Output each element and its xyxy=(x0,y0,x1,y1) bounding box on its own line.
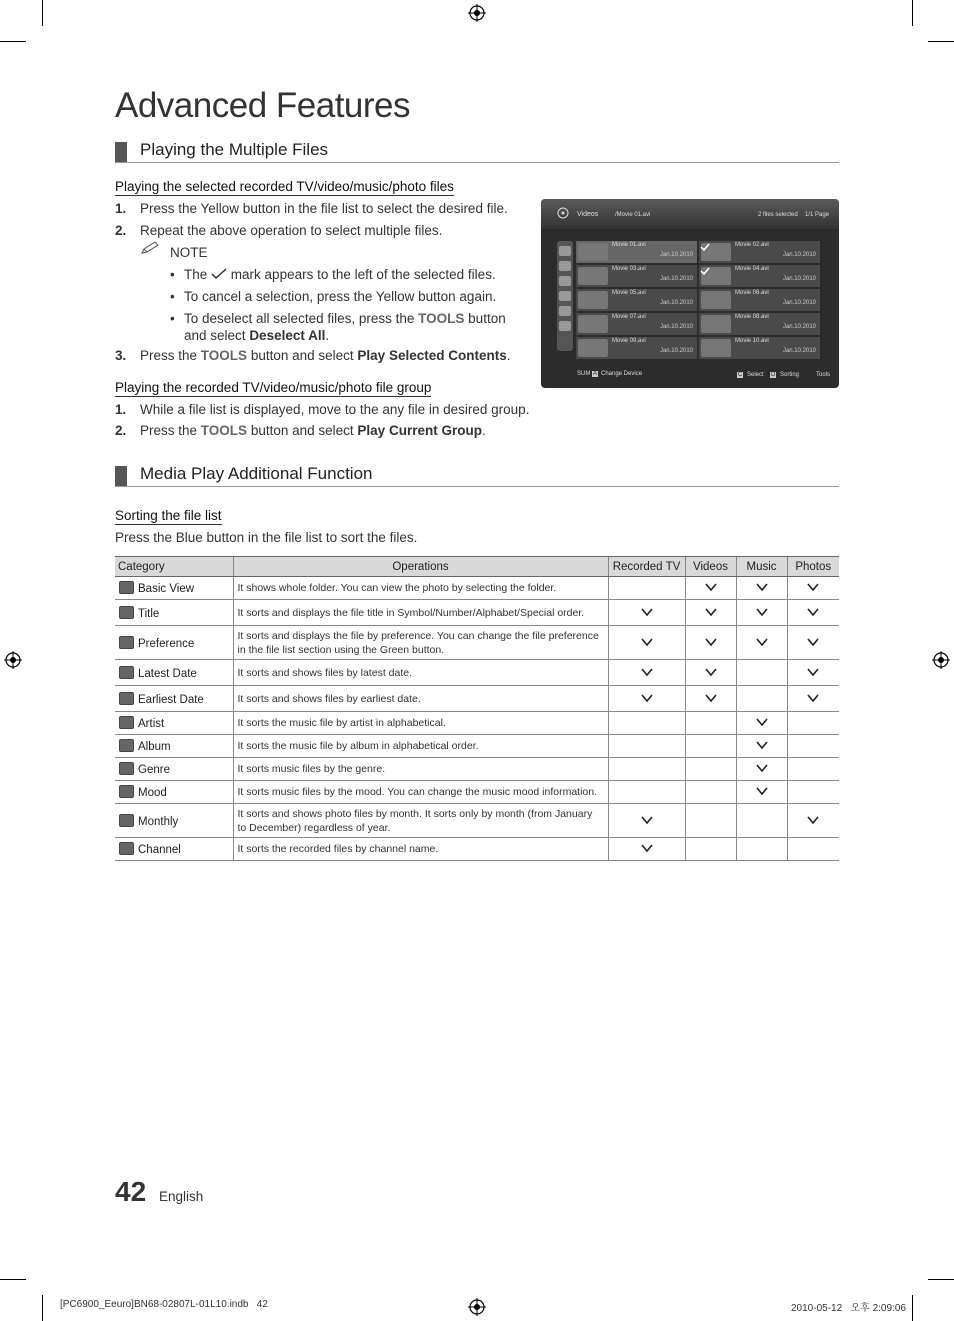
step-text-end: . xyxy=(506,348,511,363)
calendar-latest-icon xyxy=(119,666,134,679)
tv-key-a: A xyxy=(593,371,598,377)
tv-file-name: Movie 09.avi xyxy=(612,338,646,344)
language-label: English xyxy=(159,1189,204,1204)
note-pencil-icon xyxy=(140,241,162,255)
table-row xyxy=(115,577,839,600)
support-cell xyxy=(787,686,839,712)
support-cell xyxy=(685,577,736,600)
crop-mark xyxy=(0,1279,26,1280)
bullet-text: To cancel a selection, press the Yellow button again. xyxy=(184,289,497,304)
support-cell xyxy=(787,781,839,804)
support-cell xyxy=(608,600,685,626)
tv-file-date: Jan.10.2010 xyxy=(659,276,693,282)
registration-mark-icon xyxy=(468,1298,486,1316)
tv-page: 1/1 Page xyxy=(805,212,830,218)
crop-mark xyxy=(42,0,43,26)
tv-sidebar xyxy=(557,241,573,351)
category-label: Basic View xyxy=(138,583,195,595)
category-label: Earliest Date xyxy=(138,693,204,706)
crop-mark xyxy=(928,41,954,42)
operation-cell: It sorts and shows files by latest date. xyxy=(233,660,608,686)
support-cell xyxy=(685,600,736,626)
checkmark-icon xyxy=(807,638,819,646)
step-text-end: . xyxy=(481,423,486,438)
video-icon xyxy=(557,207,569,219)
category-cell xyxy=(115,686,233,712)
operation-cell: It sorts the music file by artist in alphabetical. xyxy=(233,712,608,735)
support-cell xyxy=(736,577,787,600)
checkmark-icon xyxy=(756,608,768,616)
step-text-b: button and select xyxy=(250,423,354,438)
tv-thumbnail xyxy=(701,315,731,333)
support-cell xyxy=(787,804,839,838)
bullet-text-b: button xyxy=(468,311,506,326)
page-number: 42 xyxy=(115,1176,147,1207)
calendar-month-icon xyxy=(119,814,134,827)
support-cell xyxy=(736,712,787,735)
date-info: 2010-05-12 오후 2:09:06 xyxy=(791,1303,906,1314)
support-cell xyxy=(608,686,685,712)
registration-mark-icon xyxy=(468,4,486,22)
checkmark-icon xyxy=(641,844,653,852)
genre-icon xyxy=(119,762,134,775)
operation-cell: It sorts the music file by album in alphabetical order. xyxy=(233,735,608,758)
step-text xyxy=(140,348,511,363)
checkmark-icon xyxy=(641,638,653,646)
tv-file-name: Movie 06.avi xyxy=(735,290,769,296)
bullet-dot: • xyxy=(170,267,175,282)
checkmark-icon xyxy=(705,608,717,616)
checkmark-icon xyxy=(756,741,768,749)
table-row xyxy=(115,600,839,626)
bullet-text-a: The xyxy=(184,267,208,282)
tv-file-item xyxy=(576,337,697,359)
column-header: Category xyxy=(115,557,233,577)
checkmark-icon xyxy=(641,816,653,824)
checkmark-icon xyxy=(807,694,819,702)
step-number: 3. xyxy=(115,348,127,363)
registration-mark-icon xyxy=(932,651,950,669)
tv-file-date: Jan.10.2010 xyxy=(659,300,693,306)
crop-mark xyxy=(912,1295,913,1321)
title-icon xyxy=(119,606,134,619)
checkmark-icon xyxy=(705,583,717,591)
support-cell xyxy=(685,838,736,861)
tv-file-item xyxy=(699,289,820,311)
column-header: Videos xyxy=(685,557,736,577)
column-header: Operations xyxy=(233,557,608,577)
tv-category: Videos xyxy=(577,211,599,218)
tv-file-date: Jan.10.2010 xyxy=(782,348,816,354)
calendar-earliest-icon xyxy=(119,692,134,705)
star-icon xyxy=(119,636,134,649)
tv-selected-count: 2 files selected xyxy=(758,212,798,218)
table-row xyxy=(115,804,839,838)
tv-file-date: Jan.10.2010 xyxy=(782,324,816,330)
support-cell xyxy=(787,577,839,600)
step-text-a: Press the xyxy=(140,423,198,438)
step-text-b: button and select xyxy=(250,348,354,363)
tv-tools: Tools xyxy=(816,372,831,378)
tv-thumbnail xyxy=(701,291,731,309)
step-number: 1. xyxy=(115,201,127,216)
support-cell xyxy=(685,712,736,735)
category-cell xyxy=(115,804,233,838)
category-label: Title xyxy=(138,607,160,620)
step-text: While a file list is displayed, move to the any file in desired group. xyxy=(140,402,530,417)
deselect-all-keyword: Deselect All xyxy=(249,328,326,343)
operation-cell: It sorts and displays the file by preference. You can change the file preference in the file list section using the Green button. xyxy=(233,626,608,660)
tv-key-d: D xyxy=(771,372,776,378)
table-header-row xyxy=(115,557,839,577)
bullet-text-b: mark appears to the left of the selected files. xyxy=(230,267,496,282)
bullet-dot: • xyxy=(170,289,175,304)
section-heading-text: Media Play Additional Function xyxy=(140,464,373,483)
support-cell xyxy=(787,838,839,861)
checkmark-icon xyxy=(705,694,717,702)
checkmark-icon xyxy=(756,787,768,795)
category-cell xyxy=(115,838,233,861)
support-cell xyxy=(608,781,685,804)
operation-cell: It sorts and displays the file title in Symbol/Number/Alphabet/Special order. xyxy=(233,600,608,626)
tv-thumbnail xyxy=(578,267,608,285)
support-cell xyxy=(608,758,685,781)
tv-file-name: Movie 01.avi xyxy=(612,242,646,248)
sub-heading: Sorting the file list xyxy=(115,508,222,523)
support-cell xyxy=(787,735,839,758)
checkmark-icon xyxy=(756,638,768,646)
category-label: Mood xyxy=(138,787,167,799)
support-cell xyxy=(787,660,839,686)
support-cell xyxy=(736,600,787,626)
support-cell xyxy=(787,600,839,626)
support-cell xyxy=(736,838,787,861)
column-header: Recorded TV xyxy=(608,557,685,577)
registration-mark-icon xyxy=(4,651,22,669)
step-number: 2. xyxy=(115,223,127,238)
checkmark-icon xyxy=(756,583,768,591)
bullet-text xyxy=(184,310,514,344)
crop-mark xyxy=(912,0,913,26)
support-cell xyxy=(787,626,839,660)
sorting-table xyxy=(115,556,839,861)
tv-file-name: Movie 04.avi xyxy=(735,266,769,272)
category-cell xyxy=(115,735,233,758)
operation-cell: It sorts the recorded files by channel name. xyxy=(233,838,608,861)
category-cell xyxy=(115,781,233,804)
bullet-dot: • xyxy=(170,311,175,326)
tv-thumbnail xyxy=(578,315,608,333)
step-text-a: Press the xyxy=(140,348,198,363)
category-label: Preference xyxy=(138,637,195,650)
support-cell xyxy=(608,577,685,600)
checkmark-icon xyxy=(705,668,717,676)
checkmark-icon xyxy=(756,764,768,772)
step-text: Repeat the above operation to select multiple files. xyxy=(140,223,443,238)
checkmark-icon xyxy=(641,694,653,702)
album-icon xyxy=(119,739,134,752)
tv-file-name: Movie 08.avi xyxy=(735,314,769,320)
step-number: 2. xyxy=(115,423,127,438)
table-row xyxy=(115,735,839,758)
column-header: Photos xyxy=(787,557,839,577)
section-heading xyxy=(115,464,839,487)
operation-cell: It shows whole folder. You can view the photo by selecting the folder. xyxy=(233,577,608,600)
operation-cell: It sorts music files by the mood. You can change the music mood information. xyxy=(233,781,608,804)
support-cell xyxy=(787,712,839,735)
support-cell xyxy=(685,660,736,686)
tv-file-name: Movie 10.avi xyxy=(735,338,769,344)
category-label: Latest Date xyxy=(138,667,197,680)
crop-mark xyxy=(928,1279,954,1280)
checkmark-icon xyxy=(641,608,653,616)
section-heading xyxy=(115,140,839,163)
bullet-text-c: and select xyxy=(184,328,246,343)
tv-file-name: Movie 02.avi xyxy=(735,242,769,248)
play-selected-keyword: Play Selected Contents xyxy=(357,348,507,363)
tools-keyword: TOOLS xyxy=(200,423,248,438)
tv-file-item xyxy=(576,241,697,263)
support-cell xyxy=(736,626,787,660)
crop-mark xyxy=(42,1295,43,1321)
support-cell xyxy=(608,735,685,758)
tv-file-item xyxy=(576,265,697,287)
support-cell xyxy=(685,626,736,660)
category-label: Genre xyxy=(138,764,170,776)
support-cell xyxy=(685,686,736,712)
support-cell xyxy=(787,758,839,781)
tv-file-date: Jan.10.2010 xyxy=(782,300,816,306)
category-cell xyxy=(115,660,233,686)
checkmark-icon xyxy=(807,583,819,591)
tv-file-date: Jan.10.2010 xyxy=(659,348,693,354)
support-cell xyxy=(736,735,787,758)
tv-file-date: Jan.10.2010 xyxy=(659,252,693,258)
operation-cell: It sorts and shows photo files by month. It sorts only by month (from January to December) regardless of year. xyxy=(233,804,608,838)
tv-file-item xyxy=(576,289,697,311)
tv-thumbnail xyxy=(701,339,731,357)
table-row xyxy=(115,758,839,781)
checkmark-icon xyxy=(211,268,227,280)
support-cell xyxy=(608,660,685,686)
tv-thumbnail xyxy=(578,291,608,309)
tv-file-name: Movie 05.avi xyxy=(612,290,646,296)
play-current-keyword: Play Current Group xyxy=(357,423,482,438)
category-cell xyxy=(115,758,233,781)
page-title: Advanced Features xyxy=(115,86,411,125)
category-cell xyxy=(115,600,233,626)
tv-file-name: Movie 07.avi xyxy=(612,314,646,320)
support-cell xyxy=(736,781,787,804)
support-cell xyxy=(736,804,787,838)
tv-file-date: Jan.10.2010 xyxy=(782,276,816,282)
folder-icon xyxy=(119,581,134,594)
checkmark-icon xyxy=(700,267,710,275)
tv-change-device: Change Device xyxy=(601,371,643,377)
tv-file-item xyxy=(699,265,820,287)
intro-text: Press the Blue button in the file list to sort the files. xyxy=(115,530,418,545)
tv-file-item xyxy=(699,337,820,359)
checkmark-icon xyxy=(807,668,819,676)
table-row xyxy=(115,781,839,804)
step-text xyxy=(140,423,486,438)
category-cell xyxy=(115,712,233,735)
tv-path: /Movie 01.avi xyxy=(615,212,651,218)
category-label: Artist xyxy=(138,718,165,730)
bullet-text-end: . xyxy=(325,328,330,343)
category-label: Channel xyxy=(138,844,181,856)
tv-file-item xyxy=(699,241,820,263)
section-bar xyxy=(115,142,127,162)
tv-thumbnail xyxy=(578,339,608,357)
section-bar xyxy=(115,466,127,486)
support-cell xyxy=(608,838,685,861)
tv-screenshot xyxy=(541,199,839,388)
table-row xyxy=(115,686,839,712)
tv-key-c: C xyxy=(738,372,743,378)
column-header: Music xyxy=(736,557,787,577)
table-row xyxy=(115,712,839,735)
section-heading-text: Playing the Multiple Files xyxy=(140,140,329,159)
tv-file-date: Jan.10.2010 xyxy=(782,252,816,258)
table-row xyxy=(115,660,839,686)
operation-cell: It sorts music files by the genre. xyxy=(233,758,608,781)
artist-icon xyxy=(119,716,134,729)
file-info: [PC6900_Eeuro]BN68-02807L-01L10.indb 42 xyxy=(60,1299,268,1310)
table-row xyxy=(115,838,839,861)
table-row xyxy=(115,626,839,660)
tools-keyword: TOOLS xyxy=(200,348,248,363)
sub-heading: Playing the recorded TV/video/music/photo file group xyxy=(115,380,432,395)
checkmark-icon xyxy=(807,816,819,824)
tv-file-name: Movie 03.avi xyxy=(612,266,646,272)
step-number: 1. xyxy=(115,402,127,417)
channel-icon xyxy=(119,842,134,855)
category-cell xyxy=(115,577,233,600)
support-cell xyxy=(608,804,685,838)
mood-icon xyxy=(119,785,134,798)
step-text: Press the Yellow button in the file list to select the desired file. xyxy=(140,201,508,216)
checkmark-icon xyxy=(700,243,710,251)
crop-mark xyxy=(0,41,26,42)
support-cell xyxy=(736,660,787,686)
support-cell xyxy=(685,758,736,781)
support-cell xyxy=(608,626,685,660)
support-cell xyxy=(608,712,685,735)
support-cell xyxy=(736,686,787,712)
note-label: NOTE xyxy=(170,245,208,260)
tv-select: Select xyxy=(747,372,764,378)
tv-file-item xyxy=(699,313,820,335)
tv-file-item xyxy=(576,313,697,335)
category-label: Album xyxy=(138,741,171,753)
tools-keyword: TOOLS xyxy=(418,311,465,326)
checkmark-icon xyxy=(756,718,768,726)
checkmark-icon xyxy=(705,638,717,646)
tv-file-date: Jan.10.2010 xyxy=(659,324,693,330)
support-cell xyxy=(736,758,787,781)
support-cell xyxy=(685,781,736,804)
operation-cell: It sorts and shows files by earliest date. xyxy=(233,686,608,712)
category-label: Monthly xyxy=(138,815,179,828)
tv-device: SUM xyxy=(577,371,591,377)
bullet-text xyxy=(184,266,496,283)
tv-thumbnail xyxy=(578,243,608,261)
checkmark-icon xyxy=(807,608,819,616)
checkmark-icon xyxy=(641,668,653,676)
tv-sorting: Sorting xyxy=(780,372,800,378)
support-cell xyxy=(685,735,736,758)
support-cell xyxy=(685,804,736,838)
bullet-text-a: To deselect all selected files, press the xyxy=(184,311,415,326)
sub-heading: Playing the selected recorded TV/video/music/photo files xyxy=(115,179,454,194)
category-cell xyxy=(115,626,233,660)
